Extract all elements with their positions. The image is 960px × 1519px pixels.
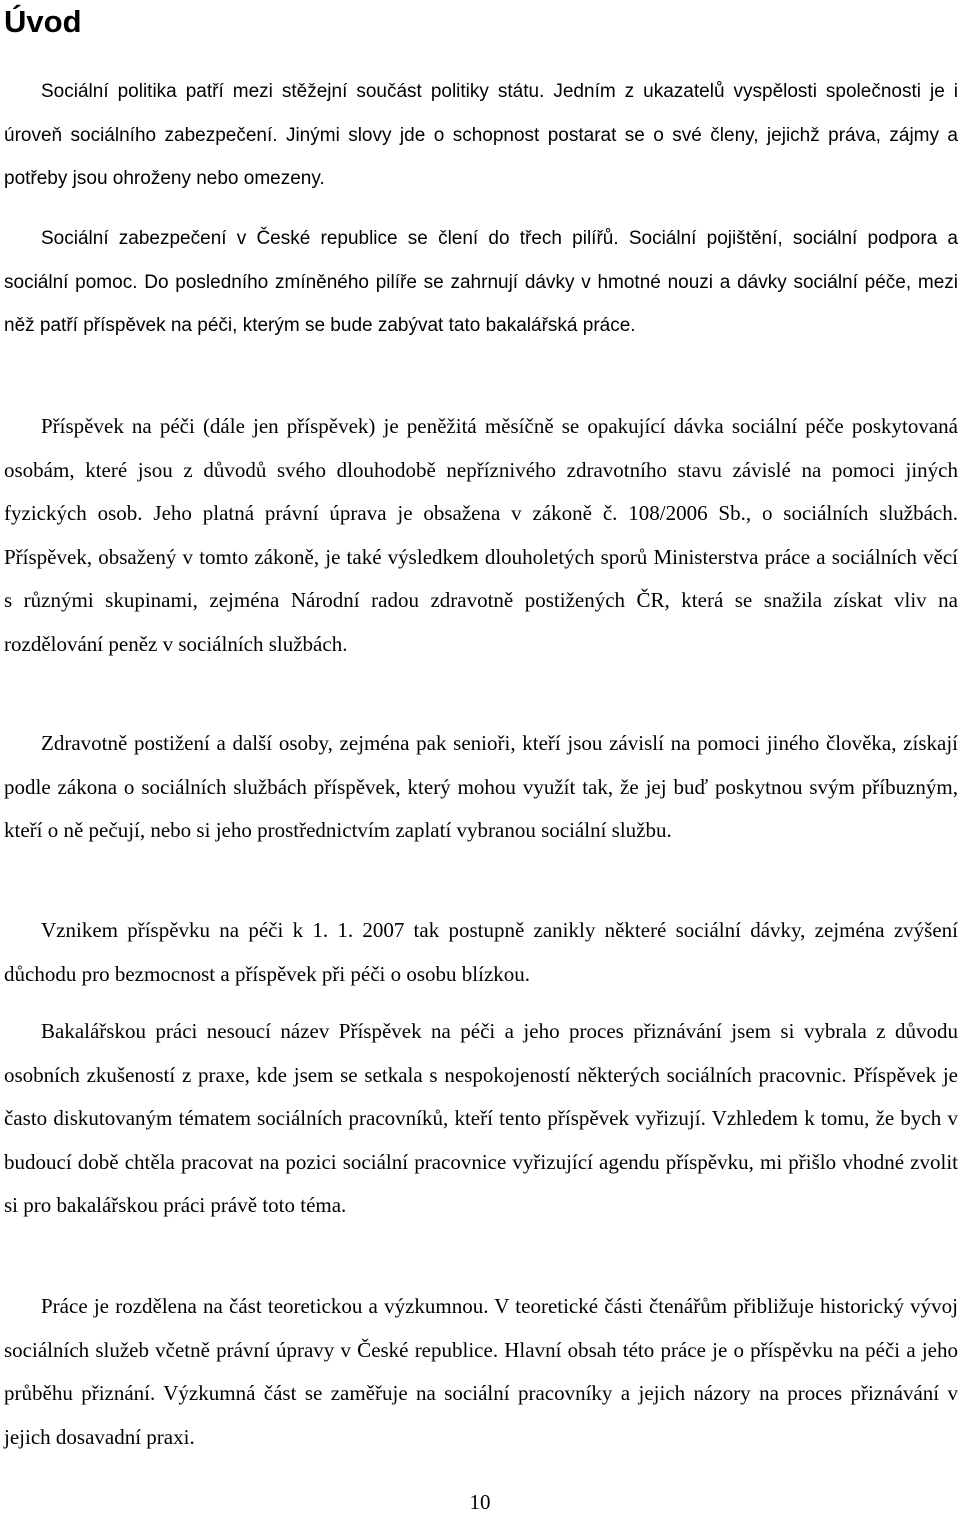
paragraph-2: Sociální zabezpečení v České republice se člení do třech pilířů. Sociální pojištění, sociální podpora a sociální pomoc. Do posledního zmíněného pilíře se zahrnují dávky v hmotné nouzi a dávky sociální péče, mezi něž patří příspěvek na péči, kterým se bude zabývat tato bakalářská práce.: [4, 228, 958, 337]
paragraph-6: Bakalářskou práci nesoucí název Příspěvek na péči a jeho proces přiznávání jsem si vybrala z důvodu osobních zkušeností z praxe, kde jsem se setkala s nespokojeností některých sociálních pracovnic. Příspěvek je často diskutovaným tématem sociálních pracovníků, kteří tento příspěvek vyřizují. Vzhledem k tomu, že bych v budoucí době chtěla pracovat na pozici sociální pracovnice vyřizující agendu příspěvku, mi přišlo vhodné zvolit si pro bakalářskou práci právě toto téma.: [4, 1019, 958, 1218]
paragraph-3: Příspěvek na péči (dále jen příspěvek) je peněžitá měsíčně se opakující dávka sociální péče poskytovaná osobám, které jsou z důvodů svého dlouhodobě nepříznivého zdravotního stavu závislé na pomoci jiných fyzických osob. Jeho platná právní úprava je obsažena v zákoně č. 108/2006 Sb., o sociálních službách. Příspěvek, obsažený v tomto zákoně, je také výsledkem dlouholetých sporů Ministerstva práce a sociálních věcí s různými skupinami, zejména Národní radou zdravotně postižených ČR, která se snažila získat vliv na rozdělování peněz v sociálních službách.: [4, 414, 958, 656]
paragraph-4: Zdravotně postižení a další osoby, zejména pak senioři, kteří jsou závislí na pomoci jiného člověka, získají podle zákona o sociálních službách příspěvek, který mohou využít tak, že jej buď poskytnou svým příbuzným, kteří o ně pečují, nebo si jeho prostřednictvím zaplatí vybranou sociální službu.: [4, 731, 958, 843]
paragraph-5: Vznikem příspěvku na péči k 1. 1. 2007 tak postupně zanikly některé sociální dávky, zejména zvýšení důchodu pro bezmocnost a příspěvek při péči o osobu blízkou.: [4, 918, 958, 986]
paragraph-1: Sociální politika patří mezi stěžejní součást politiky státu. Jedním z ukazatelů vyspělosti společnosti je i úroveň sociálního zabezpečení. Jinými slovy jde o schopnost postarat se o své členy, jejichž práva, zájmy a potřeby jsou ohroženy nebo omezeny.: [4, 81, 958, 190]
page-title: Úvod: [4, 4, 82, 39]
paragraph-7: Práce je rozdělena na část teoretickou a výzkumnou. V teoretické části čtenářům přibližuje historický vývoj sociálních služeb včetně právní úpravy v České republice. Hlavní obsah této práce je o příspěvku na péči a jeho průběhu přiznání. Výzkumná část se zaměřuje na sociální pracovníky a jejich názory na proces přiznávání v jejich dosavadní praxi.: [4, 1294, 958, 1449]
page-number: 10: [469, 1490, 491, 1514]
